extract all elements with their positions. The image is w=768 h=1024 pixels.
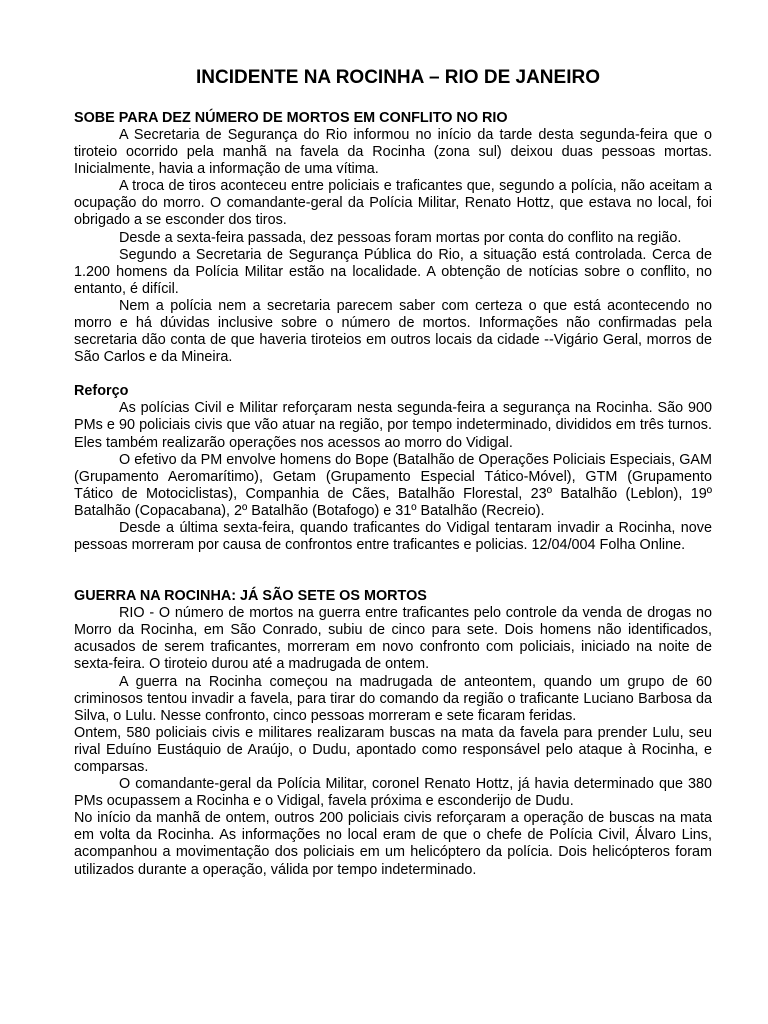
spacer (74, 366, 712, 383)
paragraph: A guerra na Rocinha começou na madrugada de anteontem, quando um grupo de 60 criminosos tentou invadir a favela, para tirar do comando da região o traficante Luciano Barbosa da Silva, o Lulu. Nesse confronto, cinco pessoas morreram e sete ficaram feridas. (74, 673, 712, 724)
paragraph: Desde a última sexta-feira, quando traficantes do Vidigal tentaram invadir a Rocinha, nove pessoas morreram por causa de confrontos entre traficantes e policias. 12/04/004 Folha Online. (74, 519, 712, 554)
paragraph: A Secretaria de Segurança do Rio informou no início da tarde desta segunda-feira que o tiroteio ocorrido pela manhã na favela da Rocinha (zona sul) deixou duas pessoas mortas. Inicialmente, havia a informação de uma vítima. (74, 127, 712, 178)
paragraph: Ontem, 580 policiais civis e militares realizaram buscas na mata da favela para prender Lulu, seu rival Eduíno Eustáquio de Araújo, o Dudu, apontado como responsável pelo ataque à Rocinha, e comparsas. (74, 724, 712, 775)
spacer (74, 554, 712, 588)
paragraph: No início da manhã de ontem, outros 200 policiais civis reforçaram a operação de buscas na mata em volta da Rocinha. As informações no local eram de que o chefe de Polícia Civil, Álvaro Lins, acompanhou a movimentação dos policiais em um helicóptero da polícia. Dois helicópteros foram utilizados durante a operação, válida por tempo indeterminado. (74, 810, 712, 878)
section-heading: SOBE PARA DEZ NÚMERO DE MORTOS EM CONFLITO NO RIO (74, 110, 508, 126)
paragraph: Segundo a Secretaria de Segurança Pública do Rio, a situação está controlada. Cerca de 1.200 homens da Polícia Militar estão na localidade. A obtenção de notícias sobre o conflito, no entanto, é difícil. (74, 246, 712, 297)
paragraph: O efetivo da PM envolve homens do Bope (Batalhão de Operações Policiais Especiais, GAM (Grupamento Aeromarítimo), Getam (Grupamento Especial Tático-Móvel), GTM (Grupamento Tático de Motociclistas), Companhia de Cães, Batalhão Florestal, 23º Batalhão (Leblon), 19º Batalhão (Copacabana), 2º Batalhão (Botafogo) e 31º Batalhão (Recreio). (74, 451, 712, 519)
paragraph: O comandante-geral da Polícia Militar, coronel Renato Hottz, já havia determinado que 380 PMs ocupassem a Rocinha e o Vidigal, favela próxima e esconderijo de Dudu. (74, 776, 712, 810)
paragraph: A troca de tiros aconteceu entre policiais e traficantes que, segundo a polícia, não aceitam a ocupação do morro. O comandante-geral da Polícia Militar, Renato Hottz, que estava no local, foi obrigado a se esconder dos tiros. (74, 178, 712, 229)
paragraph: Nem a polícia nem a secretaria parecem saber com certeza o que está acontecendo no morro e há dúvidas inclusive sobre o número de mortos. Informações não confirmadas pela secretaria dão conta de que haveria tiroteios em outros locais da cidade --Vigário Geral, morros de São Carlos e da Mineira. (74, 297, 712, 366)
paragraph: As polícias Civil e Militar reforçaram nesta segunda-feira a segurança na Rocinha. São 900 PMs e 90 policiais civis que vão atuar na região, por tempo indeterminado, divididos em três turnos. Eles também realizarão operações nos acessos ao morro do Vidigal. (74, 400, 712, 451)
document-title: INCIDENTE NA ROCINHA – RIO DE JANEIRO (196, 67, 600, 88)
article-section-1 (74, 110, 712, 366)
article-section-2 (74, 383, 712, 554)
paragraph: RIO - O número de mortos na guerra entre traficantes pelo controle da venda de drogas no Morro da Rocinha, em São Conrado, subiu de cinco para sete. Dois homens não identificados, acusados de serem traficantes, morreram em novo confronto com policiais, iniciado na noite de sexta-feira. O tiroteio durou até a madrugada de ontem. (74, 605, 712, 673)
paragraph: Desde a sexta-feira passada, dez pessoas foram mortas por conta do conflito na região. (119, 229, 682, 246)
section-heading: GUERRA NA ROCINHA: JÁ SÃO SETE OS MORTOS (74, 588, 427, 605)
section-heading: Reforço (74, 383, 129, 400)
article-section-3 (74, 588, 712, 879)
